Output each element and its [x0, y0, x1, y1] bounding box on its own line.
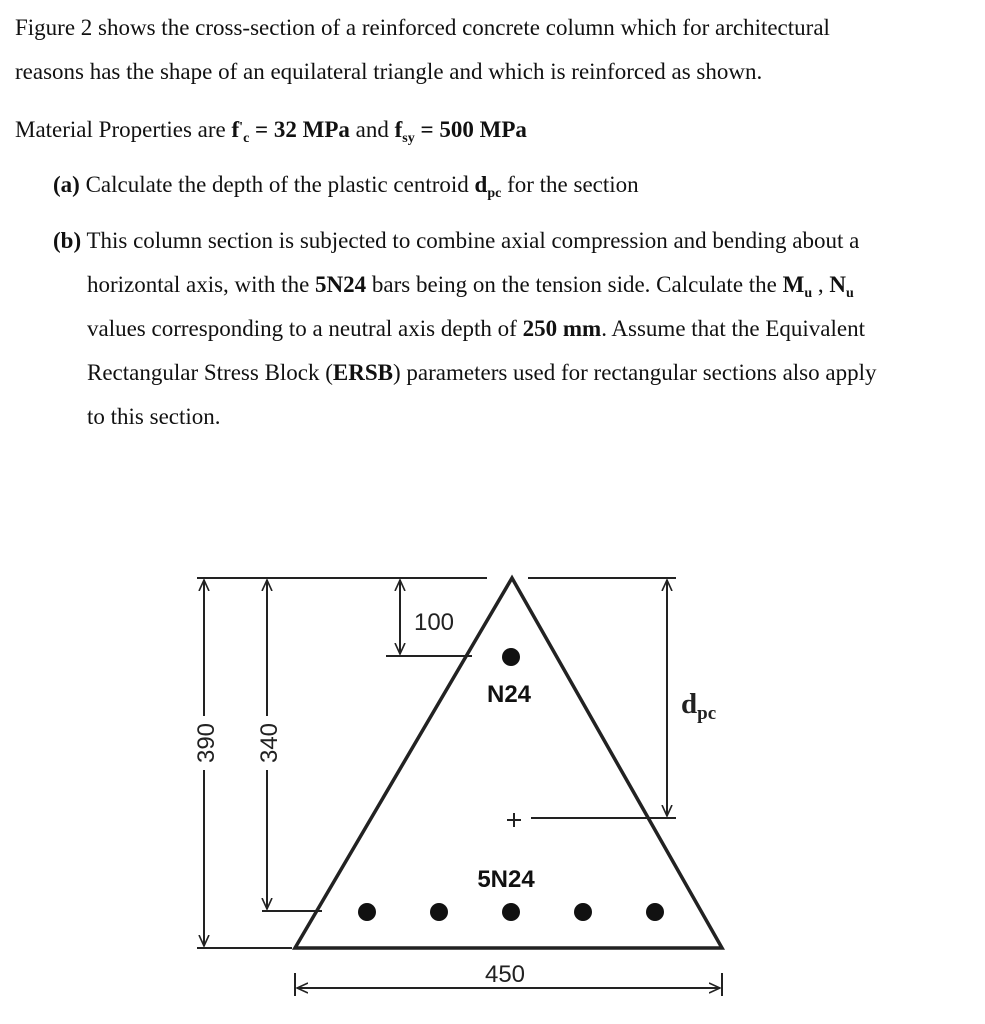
part-a-dpc-symbol: d — [474, 172, 488, 197]
bottom-bar-3 — [502, 903, 520, 921]
fsy-symbol: f — [394, 117, 403, 142]
materials-prefix: Material Properties are — [15, 117, 232, 142]
mu-nu-comma: , — [812, 272, 830, 297]
mu-sub: u — [804, 286, 813, 301]
fc-prime: ' — [239, 120, 244, 135]
bottom-bar-5 — [646, 903, 664, 921]
dim-label-100: 100 — [413, 609, 455, 636]
bottom-bars-label: 5N24 — [477, 866, 535, 893]
intro-text-2: reasons has the shape of an equilateral triangle and which is reinforced as shown. — [15, 59, 763, 84]
dim-label-390: 390 — [193, 722, 220, 764]
part-b-line4-bold: ERSB — [332, 360, 394, 385]
nu-symbol: N — [829, 272, 847, 297]
fc-value: = 32 MPa — [249, 117, 350, 142]
dpc-label-sub: pc — [697, 703, 717, 724]
part-a-text-end: for the section — [501, 172, 639, 197]
fsy-sub: sy — [402, 131, 415, 146]
part-b-line2-pre: horizontal axis, with the — [87, 272, 316, 297]
part-b-line2-mid: bars being on the tension side. Calculate the — [366, 272, 783, 297]
dim-label-450: 450 — [484, 961, 526, 988]
bottom-bars-5n24 — [358, 903, 664, 921]
part-b-line2-bold: 5N24 — [315, 272, 367, 297]
materials-joiner: and — [349, 117, 395, 142]
fc-symbol: f — [231, 117, 240, 142]
dpc-label-symbol: d — [681, 688, 698, 720]
fsy-value: = 500 MPa — [414, 117, 527, 142]
bottom-bar-1 — [358, 903, 376, 921]
bottom-bar-2 — [430, 903, 448, 921]
intro-text-1: Figure 2 shows the cross-section of a reinforced concrete column which for architectural — [15, 15, 830, 40]
part-b-line3-end: . Assume that the Equivalent — [601, 316, 866, 341]
part-b-line3-pre: values corresponding to a neutral axis depth of — [87, 316, 523, 341]
part-b-line3-bold: 250 mm — [522, 316, 602, 341]
part-b-label: (b) — [53, 228, 82, 253]
part-b-line4-pre: Rectangular Stress Block ( — [87, 360, 333, 385]
fc-sub: c — [243, 131, 250, 146]
top-bar-n24 — [502, 648, 520, 666]
part-a-text: Calculate the depth of the plastic centroid — [79, 172, 475, 197]
dim-label-340: 340 — [256, 722, 283, 764]
nu-sub: u — [846, 286, 854, 301]
part-b-line4-end: ) parameters used for rectangular sections also apply — [393, 360, 877, 385]
top-bar-label: N24 — [486, 681, 532, 708]
mu-symbol: M — [782, 272, 805, 297]
part-a-dpc-sub: pc — [487, 186, 502, 201]
part-b-text-5: to this section. — [87, 404, 221, 429]
part-a-label: (a) — [53, 172, 80, 197]
bottom-bar-4 — [574, 903, 592, 921]
dpc-label — [681, 688, 716, 724]
part-b-text-1: This column section is subjected to combine axial compression and bending about a — [81, 228, 860, 253]
